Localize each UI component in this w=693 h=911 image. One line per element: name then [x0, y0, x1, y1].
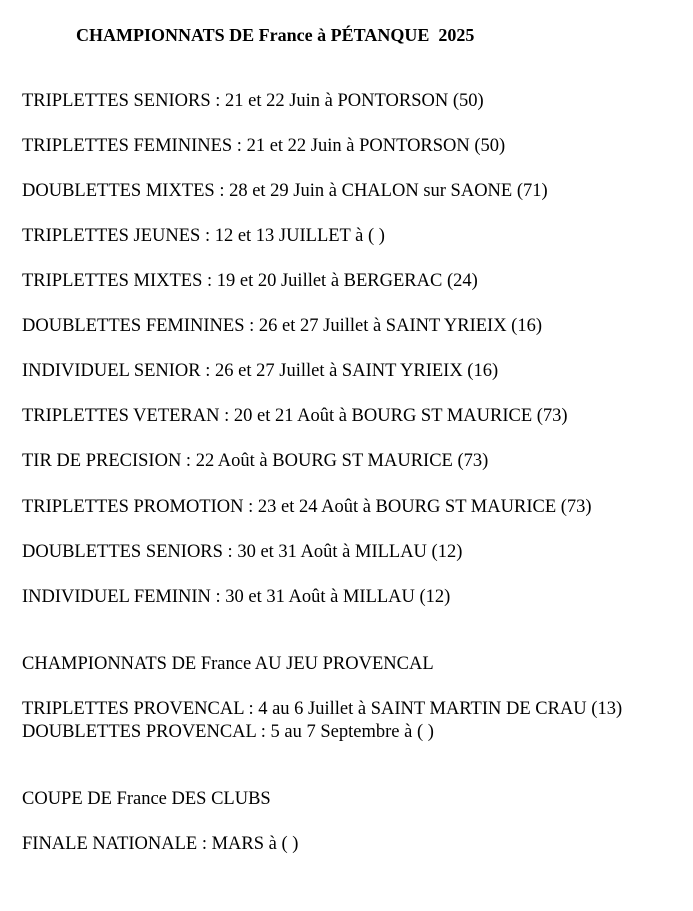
event-triplettes-seniors: TRIPLETTES SENIORS : 21 et 22 Juin à PONTORSON (50): [22, 91, 484, 111]
event-triplettes-provencal: TRIPLETTES PROVENCAL : 4 au 6 Juillet à SAINT MARTIN DE CRAU (13): [22, 699, 623, 719]
event-doublettes-mixtes: DOUBLETTES MIXTES : 28 et 29 Juin à CHALON sur SAONE (71): [22, 181, 548, 201]
event-individuel-senior: INDIVIDUEL SENIOR : 26 et 27 Juillet à SAINT YRIEIX (16): [22, 361, 499, 381]
event-triplettes-jeunes: TRIPLETTES JEUNES : 12 et 13 JUILLET à ( ): [22, 226, 385, 246]
event-tir-de-precision: TIR DE PRECISION : 22 Août à BOURG ST MAURICE (73): [22, 451, 489, 471]
event-individuel-feminin: INDIVIDUEL FEMININ : 30 et 31 Août à MILLAU (12): [22, 587, 451, 607]
page-title: CHAMPIONNATS DE France à PÉTANQUE 2025: [76, 25, 475, 45]
event-triplettes-veteran: TRIPLETTES VETERAN : 20 et 21 Août à BOURG ST MAURICE (73): [22, 406, 568, 426]
event-doublettes-provencal: DOUBLETTES PROVENCAL : 5 au 7 Septembre à ( ): [22, 722, 434, 742]
event-triplettes-feminines: TRIPLETTES FEMININES : 21 et 22 Juin à PONTORSON (50): [22, 136, 506, 156]
event-triplettes-mixtes: TRIPLETTES MIXTES : 19 et 20 Juillet à BERGERAC (24): [22, 271, 478, 291]
event-doublettes-feminines: DOUBLETTES FEMININES : 26 et 27 Juillet à SAINT YRIEIX (16): [22, 316, 543, 336]
event-finale-nationale: FINALE NATIONALE : MARS à ( ): [22, 834, 299, 854]
coupe-heading: COUPE DE France DES CLUBS: [22, 789, 271, 809]
provencal-heading: CHAMPIONNATS DE France AU JEU PROVENCAL: [22, 654, 434, 674]
event-doublettes-seniors: DOUBLETTES SENIORS : 30 et 31 Août à MILLAU (12): [22, 542, 463, 562]
event-triplettes-promotion: TRIPLETTES PROMOTION : 23 et 24 Août à BOURG ST MAURICE (73): [22, 497, 592, 517]
